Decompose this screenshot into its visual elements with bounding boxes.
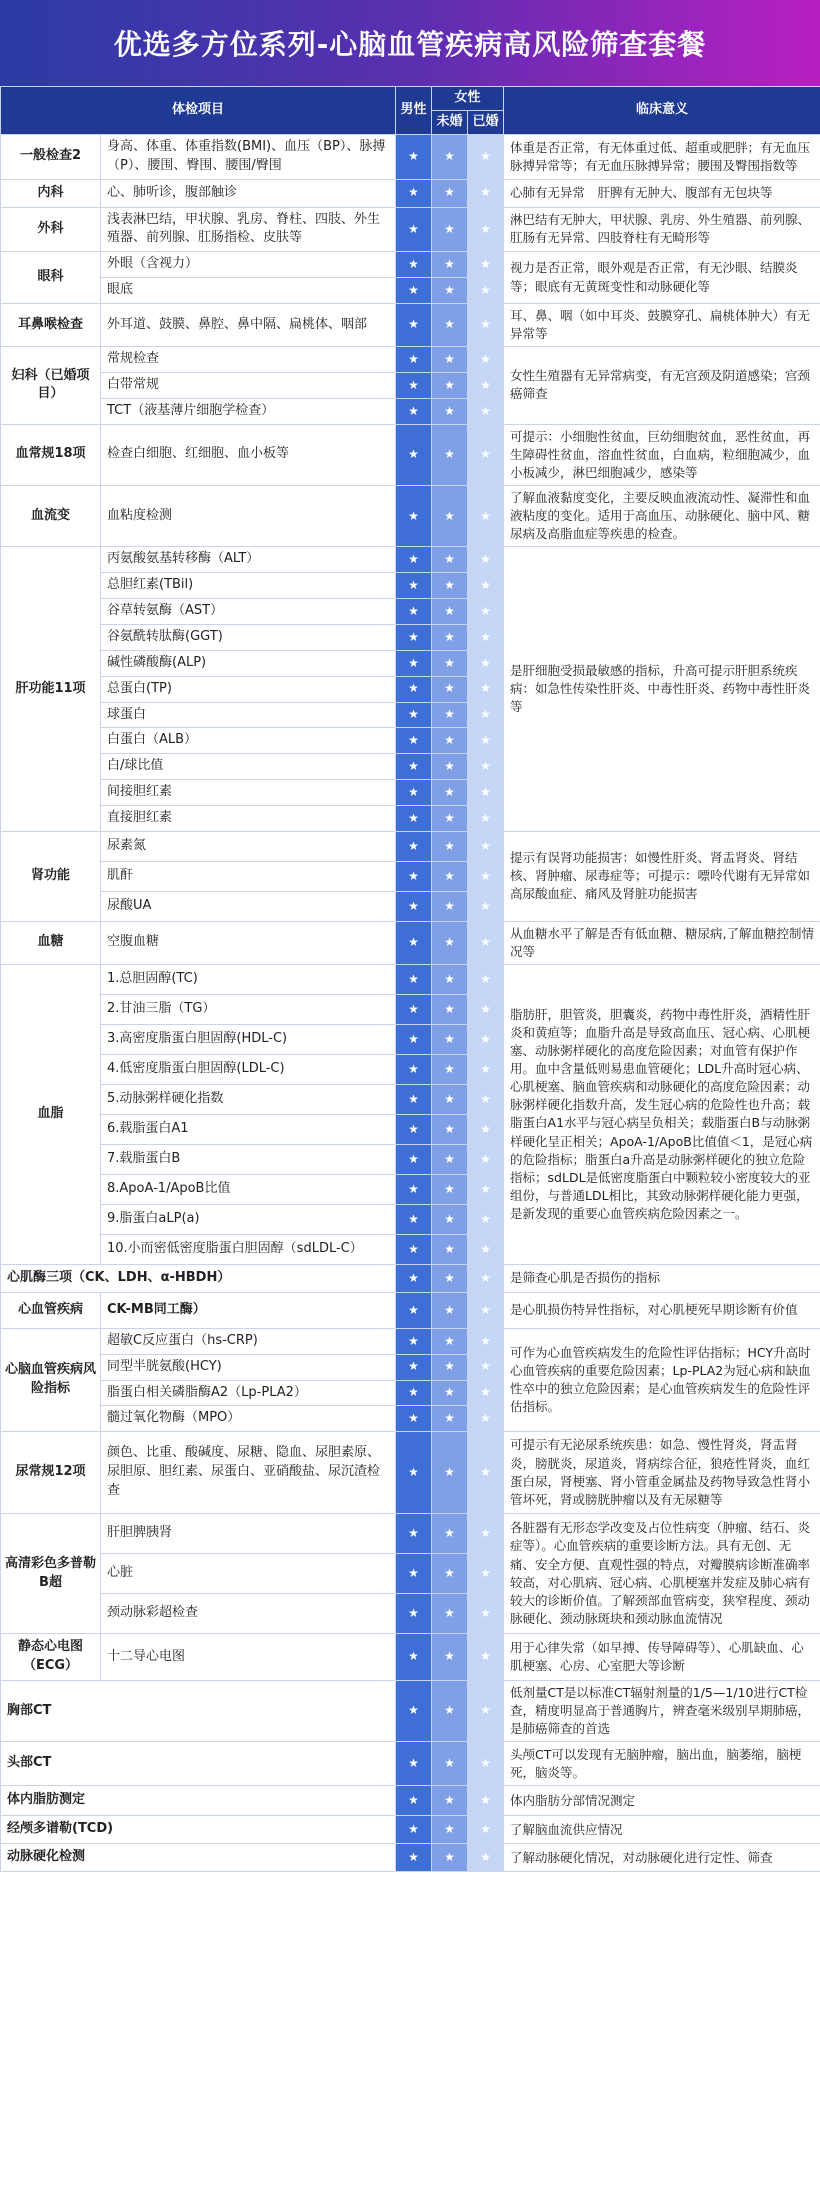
star-male: ★ — [396, 702, 432, 728]
star-unmarried: ★ — [432, 207, 468, 252]
item-cell: 血粘度检测 — [101, 486, 396, 547]
star-married: ★ — [468, 754, 504, 780]
category-cell: 头部CT — [1, 1742, 396, 1786]
table-row — [1, 303, 820, 346]
item-cell: 身高、体重、体重指数(BMI)、血压（BP）、脉搏（P）、腰围、臀围、腰围/臀围 — [101, 135, 396, 180]
category-cell: 心脑血管疾病风险指标 — [1, 1328, 101, 1431]
category-cell: 肾功能 — [1, 831, 101, 921]
meaning-cell: 了解脑血流供应情况 — [504, 1816, 820, 1844]
star-male: ★ — [396, 398, 432, 424]
star-married: ★ — [468, 805, 504, 831]
star-unmarried: ★ — [432, 424, 468, 485]
star-unmarried: ★ — [432, 486, 468, 547]
category-cell: 耳鼻喉检查 — [1, 303, 101, 346]
item-cell: 9.脂蛋白aLP(a) — [101, 1204, 396, 1234]
star-unmarried: ★ — [432, 964, 468, 994]
star-married: ★ — [468, 1844, 504, 1872]
meaning-cell: 是肝细胞受损最敏感的指标，升高可提示肝胆系统疾病：如急性传染性肝炎、中毒性肝炎、药物中毒性肝炎等 — [504, 547, 820, 831]
star-unmarried: ★ — [432, 861, 468, 891]
star-married: ★ — [468, 1084, 504, 1114]
star-unmarried: ★ — [432, 754, 468, 780]
item-cell: 心脏 — [101, 1554, 396, 1594]
table-row — [1, 135, 820, 180]
star-male: ★ — [396, 424, 432, 485]
table-row — [1, 831, 820, 861]
star-male: ★ — [396, 1816, 432, 1844]
item-cell: 尿酸UA — [101, 891, 396, 921]
star-unmarried: ★ — [432, 1264, 468, 1292]
item-cell: 间接胆红素 — [101, 780, 396, 806]
category-cell: 高清彩色多普勒B超 — [1, 1514, 101, 1634]
meaning-cell: 体内脂肪分部情况测定 — [504, 1786, 820, 1816]
star-unmarried: ★ — [432, 1594, 468, 1634]
star-married: ★ — [468, 1174, 504, 1204]
star-male: ★ — [396, 994, 432, 1024]
star-unmarried: ★ — [432, 1328, 468, 1354]
star-male: ★ — [396, 278, 432, 304]
item-cell: 白带常规 — [101, 373, 396, 399]
item-cell: 颈动脉彩超检查 — [101, 1594, 396, 1634]
category-cell: 尿常规12项 — [1, 1432, 101, 1514]
category-cell: 内科 — [1, 179, 101, 207]
star-married: ★ — [468, 373, 504, 399]
star-married: ★ — [468, 599, 504, 625]
star-married: ★ — [468, 252, 504, 278]
star-unmarried: ★ — [432, 347, 468, 373]
star-married: ★ — [468, 1292, 504, 1328]
star-male: ★ — [396, 1380, 432, 1406]
meaning-cell: 女性生殖器有无异常病变，有无宫颈及阴道感染；宫颈癌筛查 — [504, 347, 820, 425]
star-unmarried: ★ — [432, 780, 468, 806]
star-married: ★ — [468, 780, 504, 806]
star-unmarried: ★ — [432, 921, 468, 964]
category-cell: 血脂 — [1, 964, 101, 1264]
item-cell: 白蛋白（ALB） — [101, 728, 396, 754]
star-male: ★ — [396, 1432, 432, 1514]
star-male: ★ — [396, 1680, 432, 1741]
star-married: ★ — [468, 1816, 504, 1844]
star-married: ★ — [468, 1432, 504, 1514]
page-title: 优选多方位系列-心脑血管疾病高风险筛查套餐 — [113, 28, 707, 61]
item-cell: 检查白细胞、红细胞、血小板等 — [101, 424, 396, 485]
star-married: ★ — [468, 994, 504, 1024]
star-married: ★ — [468, 964, 504, 994]
star-married: ★ — [468, 547, 504, 573]
star-married: ★ — [468, 624, 504, 650]
star-male: ★ — [396, 1174, 432, 1204]
star-male: ★ — [396, 1594, 432, 1634]
star-married: ★ — [468, 1204, 504, 1234]
meaning-cell: 用于心律失常（如早搏、传导障碍等）、心肌缺血、心肌梗塞、心房、心室肥大等诊断 — [504, 1634, 820, 1681]
table-row — [1, 1264, 820, 1292]
meaning-cell: 可提示：小细胞性贫血，巨幼细胞贫血，恶性贫血，再生障碍性贫血，溶血性贫血，白血病，粒细胞减少，血小板减少，淋巴细胞减少，感染等 — [504, 424, 820, 485]
item-cell: 丙氨酸氨基转移酶（ALT） — [101, 547, 396, 573]
star-unmarried: ★ — [432, 599, 468, 625]
star-unmarried: ★ — [432, 1432, 468, 1514]
item-cell: 眼底 — [101, 278, 396, 304]
meaning-cell: 耳、鼻、咽（如中耳炎、鼓膜穿孔、扁桃体肿大）有无异常等 — [504, 303, 820, 346]
item-cell: 浅表淋巴结，甲状腺、乳房、脊柱、四肢、外生殖器、前列腺、肛肠指检、皮肤等 — [101, 207, 396, 252]
star-married: ★ — [468, 207, 504, 252]
star-male: ★ — [396, 1024, 432, 1054]
star-married: ★ — [468, 179, 504, 207]
star-married: ★ — [468, 1328, 504, 1354]
table-row — [1, 1786, 820, 1816]
star-unmarried: ★ — [432, 398, 468, 424]
star-married: ★ — [468, 1024, 504, 1054]
star-unmarried: ★ — [432, 1816, 468, 1844]
star-married: ★ — [468, 135, 504, 180]
star-unmarried: ★ — [432, 1292, 468, 1328]
star-male: ★ — [396, 599, 432, 625]
item-cell: 1.总胆固醇(TC) — [101, 964, 396, 994]
meaning-cell: 淋巴结有无肿大，甲状腺、乳房、外生殖器、前列腺、肛肠有无异常、四肢脊柱有无畸形等 — [504, 207, 820, 252]
star-male: ★ — [396, 650, 432, 676]
table-row — [1, 1742, 820, 1786]
star-male: ★ — [396, 1054, 432, 1084]
item-cell: 肌酐 — [101, 861, 396, 891]
star-married: ★ — [468, 398, 504, 424]
item-cell: 谷氨酰转肽酶(GGT) — [101, 624, 396, 650]
header-married: 已婚 — [468, 111, 504, 135]
star-male: ★ — [396, 964, 432, 994]
category-cell: 眼科 — [1, 252, 101, 304]
star-unmarried: ★ — [432, 1514, 468, 1554]
category-cell: 血流变 — [1, 486, 101, 547]
star-male: ★ — [396, 1264, 432, 1292]
star-unmarried: ★ — [432, 1786, 468, 1816]
checkup-table — [0, 86, 820, 1872]
star-male: ★ — [396, 1204, 432, 1234]
star-male: ★ — [396, 347, 432, 373]
item-cell: 心、肺听诊，腹部触诊 — [101, 179, 396, 207]
star-male: ★ — [396, 252, 432, 278]
star-male: ★ — [396, 303, 432, 346]
star-unmarried: ★ — [432, 1742, 468, 1786]
star-unmarried: ★ — [432, 1380, 468, 1406]
star-married: ★ — [468, 1742, 504, 1786]
star-unmarried: ★ — [432, 1174, 468, 1204]
star-male: ★ — [396, 486, 432, 547]
table-row — [1, 1432, 820, 1514]
star-unmarried: ★ — [432, 252, 468, 278]
star-unmarried: ★ — [432, 1084, 468, 1114]
meaning-cell: 各脏器有无形态学改变及占位性病变（肿瘤、结石、炎症等）。心血管疾病的重要诊断方法。具有无创、无痛、安全方便、直观性强的特点，对瓣膜病诊断准确率较高，对心肌病、冠心病、心肌梗塞并发症及肺心病有较大的诊断价值。了解颈部血管病变，狭窄程度、颈动脉硬化、颈动脉斑块和颈动脉血流情况 — [504, 1514, 820, 1634]
category-cell: 一般检查2 — [1, 135, 101, 180]
meaning-cell: 可作为心血管疾病发生的危险性评估指标；HCY升高时心血管疾病的重要危险因素；Lp-PLA2为冠心病和缺血性卒中的独立危险因素；是心血管疾病发生的危险性评估指标。 — [504, 1328, 820, 1431]
header-item: 体检项目 — [1, 87, 396, 135]
star-married: ★ — [468, 728, 504, 754]
meaning-cell: 了解血液黏度变化，主要反映血液流动性、凝滞性和血液粘度的变化。适用于高血压、动脉硬化、脑中风、糖尿病及高脂血症等疾患的检查。 — [504, 486, 820, 547]
item-cell: 碱性磷酸酶(ALP) — [101, 650, 396, 676]
item-cell: 脂蛋白相关磷脂酶A2（Lp-PLA2） — [101, 1380, 396, 1406]
star-married: ★ — [468, 1264, 504, 1292]
table-row — [1, 1634, 820, 1681]
star-male: ★ — [396, 728, 432, 754]
category-cell: 胸部CT — [1, 1680, 396, 1741]
table-row — [1, 424, 820, 485]
star-unmarried: ★ — [432, 831, 468, 861]
star-male: ★ — [396, 1234, 432, 1264]
star-unmarried: ★ — [432, 1144, 468, 1174]
star-male: ★ — [396, 573, 432, 599]
item-cell: 外眼（含视力） — [101, 252, 396, 278]
star-male: ★ — [396, 1144, 432, 1174]
star-male: ★ — [396, 921, 432, 964]
category-cell: 血常规18项 — [1, 424, 101, 485]
meaning-cell: 可提示有无泌尿系统疾患：如急、慢性肾炎，肾盂肾炎，膀胱炎，尿道炎，肾病综合征，狼疮性肾炎，血红蛋白尿，肾梗塞、肾小管重金属盐及药物导致急性肾小管坏死，肾或膀胱肿瘤以及有无尿糖等 — [504, 1432, 820, 1514]
category-cell: 血糖 — [1, 921, 101, 964]
table-row — [1, 921, 820, 964]
item-cell: 8.ApoA-1/ApoB比值 — [101, 1174, 396, 1204]
star-male: ★ — [396, 780, 432, 806]
item-cell: 髓过氧化物酶（MPO） — [101, 1406, 396, 1432]
header-male: 男性 — [396, 87, 432, 135]
category-cell: 动脉硬化检测 — [1, 1844, 396, 1872]
star-married: ★ — [468, 1114, 504, 1144]
table-row — [1, 1514, 820, 1554]
star-male: ★ — [396, 624, 432, 650]
star-male: ★ — [396, 1354, 432, 1380]
star-married: ★ — [468, 1406, 504, 1432]
star-male: ★ — [396, 1844, 432, 1872]
star-unmarried: ★ — [432, 1024, 468, 1054]
star-married: ★ — [468, 921, 504, 964]
star-unmarried: ★ — [432, 1406, 468, 1432]
item-cell: TCT（液基薄片细胞学检查） — [101, 398, 396, 424]
star-unmarried: ★ — [432, 676, 468, 702]
star-unmarried: ★ — [432, 728, 468, 754]
table-row — [1, 347, 820, 373]
star-male: ★ — [396, 135, 432, 180]
star-unmarried: ★ — [432, 547, 468, 573]
table-row — [1, 179, 820, 207]
star-married: ★ — [468, 1680, 504, 1741]
item-cell: 6.载脂蛋白A1 — [101, 1114, 396, 1144]
star-married: ★ — [468, 303, 504, 346]
table-row — [1, 1816, 820, 1844]
star-male: ★ — [396, 891, 432, 921]
star-male: ★ — [396, 1634, 432, 1681]
star-unmarried: ★ — [432, 1554, 468, 1594]
star-married: ★ — [468, 1234, 504, 1264]
item-cell: 超敏C反应蛋白（hs-CRP) — [101, 1328, 396, 1354]
item-cell: 尿素氮 — [101, 831, 396, 861]
item-cell: 同型半胱氨酸(HCY) — [101, 1354, 396, 1380]
star-male: ★ — [396, 1406, 432, 1432]
star-male: ★ — [396, 1328, 432, 1354]
star-married: ★ — [468, 1380, 504, 1406]
star-male: ★ — [396, 1514, 432, 1554]
category-cell: 经颅多谱勒(TCD) — [1, 1816, 396, 1844]
category-cell: 心血管疾病 — [1, 1292, 101, 1328]
table-row — [1, 252, 820, 278]
star-unmarried: ★ — [432, 179, 468, 207]
meaning-cell: 了解动脉硬化情况，对动脉硬化进行定性、筛查 — [504, 1844, 820, 1872]
star-male: ★ — [396, 547, 432, 573]
item-cell: 肝胆脾胰肾 — [101, 1514, 396, 1554]
star-unmarried: ★ — [432, 573, 468, 599]
star-married: ★ — [468, 831, 504, 861]
star-unmarried: ★ — [432, 1234, 468, 1264]
star-unmarried: ★ — [432, 1054, 468, 1084]
item-cell: 2.甘油三脂（TG） — [101, 994, 396, 1024]
item-cell: 球蛋白 — [101, 702, 396, 728]
star-unmarried: ★ — [432, 1634, 468, 1681]
star-married: ★ — [468, 861, 504, 891]
star-married: ★ — [468, 573, 504, 599]
star-married: ★ — [468, 1144, 504, 1174]
star-married: ★ — [468, 676, 504, 702]
table-row — [1, 486, 820, 547]
item-cell: 十二导心电图 — [101, 1634, 396, 1681]
item-cell: 直接胆红素 — [101, 805, 396, 831]
star-male: ★ — [396, 754, 432, 780]
star-married: ★ — [468, 486, 504, 547]
item-cell: 5.动脉粥样硬化指数 — [101, 1084, 396, 1114]
table-row — [1, 207, 820, 252]
star-male: ★ — [396, 1786, 432, 1816]
star-unmarried: ★ — [432, 1844, 468, 1872]
star-male: ★ — [396, 373, 432, 399]
star-male: ★ — [396, 1114, 432, 1144]
category-cell: 静态心电图（ECG） — [1, 1634, 101, 1681]
item-cell: 7.载脂蛋白B — [101, 1144, 396, 1174]
meaning-cell: 提示有误肾功能损害：如慢性肝炎、肾盂肾炎、肾结核、肾肿瘤、尿毒症等；可提示：嘌呤代谢有无异常如高尿酸血症、痛风及肾脏功能损害 — [504, 831, 820, 921]
star-married: ★ — [468, 1054, 504, 1084]
meaning-cell: 脂肪肝，胆管炎，胆囊炎，药物中毒性肝炎，酒精性肝炎和黄疸等；血脂升高是导致高血压、冠心病、心肌梗塞、动脉粥样硬化的高度危险因素；对血管有保护作用。血中含量低则易患血管硬化；LDL升高时冠心病、心肌梗塞、脑血管疾病和动脉硬化的高度危险因素；动脉粥样硬化指数升高，发生冠心病的危险性也升高；载脂蛋白A1水平与冠心病呈负相关；载脂蛋白B与动脉粥样硬化呈正相关；ApoA-1/ApoB比值值＜1，是冠心病的危险指标；脂蛋白a升高是动脉粥样硬化的独立危险指标；sdLDL是低密度脂蛋白中颗粒较小密度较大的亚组份，与普通LDL相比，其致动脉粥样硬化能力更强，是新发现的重要心血管疾病危险因素之一。 — [504, 964, 820, 1264]
star-married: ★ — [468, 1634, 504, 1681]
item-cell: 常规检查 — [101, 347, 396, 373]
meaning-cell: 是筛查心肌是否损伤的指标 — [504, 1264, 820, 1292]
item-cell: CK-MB同工酶） — [101, 1292, 396, 1328]
title-banner — [0, 0, 820, 86]
item-cell: 谷草转氨酶（AST） — [101, 599, 396, 625]
star-male: ★ — [396, 805, 432, 831]
table-row — [1, 547, 820, 573]
meaning-cell: 视力是否正常，眼外观是否正常，有无沙眼、结膜炎等；眼底有无黄斑变性和动脉硬化等 — [504, 252, 820, 304]
star-married: ★ — [468, 1554, 504, 1594]
meaning-cell: 心肺有无异常 肝脾有无肿大、腹部有无包块等 — [504, 179, 820, 207]
star-unmarried: ★ — [432, 624, 468, 650]
table-row — [1, 1328, 820, 1354]
star-male: ★ — [396, 861, 432, 891]
meaning-cell: 头颅CT可以发现有无脑肿瘤，脑出血，脑萎缩，脑梗死，脑炎等。 — [504, 1742, 820, 1786]
header-meaning: 临床意义 — [504, 87, 820, 135]
star-male: ★ — [396, 207, 432, 252]
item-cell: 总蛋白(TP) — [101, 676, 396, 702]
header-female: 女性 — [432, 87, 504, 111]
star-unmarried: ★ — [432, 1680, 468, 1741]
item-cell: 4.低密度脂蛋白胆固醇(LDL-C) — [101, 1054, 396, 1084]
star-unmarried: ★ — [432, 278, 468, 304]
item-cell: 白/球比值 — [101, 754, 396, 780]
meaning-cell: 低剂量CT是以标准CT辐射剂量的1/5—1/10进行CT检查，精度明显高于普通胸片，辨查毫米级别早期肺癌，是肺癌筛查的首选 — [504, 1680, 820, 1741]
star-unmarried: ★ — [432, 650, 468, 676]
category-cell: 心肌酶三项（CK、LDH、α-HBDH） — [1, 1264, 396, 1292]
category-cell: 肝功能11项 — [1, 547, 101, 831]
star-male: ★ — [396, 1292, 432, 1328]
star-married: ★ — [468, 650, 504, 676]
item-cell: 10.小而密低密度脂蛋白胆固醇（sdLDL-C） — [101, 1234, 396, 1264]
star-married: ★ — [468, 891, 504, 921]
star-male: ★ — [396, 831, 432, 861]
star-male: ★ — [396, 676, 432, 702]
item-cell: 总胆红素(TBil) — [101, 573, 396, 599]
meaning-cell: 从血糖水平了解是否有低血糖、糖尿病,了解血糖控制情况等 — [504, 921, 820, 964]
star-unmarried: ★ — [432, 1204, 468, 1234]
meaning-cell: 是心肌损伤特异性指标，对心肌梗死早期诊断有价值 — [504, 1292, 820, 1328]
header-unmarried: 未婚 — [432, 111, 468, 135]
star-male: ★ — [396, 179, 432, 207]
item-cell: 3.高密度脂蛋白胆固醇(HDL-C) — [101, 1024, 396, 1054]
table-row — [1, 1680, 820, 1741]
star-unmarried: ★ — [432, 805, 468, 831]
star-married: ★ — [468, 347, 504, 373]
star-male: ★ — [396, 1554, 432, 1594]
category-cell: 体内脂肪测定 — [1, 1786, 396, 1816]
star-unmarried: ★ — [432, 1354, 468, 1380]
star-unmarried: ★ — [432, 373, 468, 399]
star-unmarried: ★ — [432, 702, 468, 728]
star-unmarried: ★ — [432, 135, 468, 180]
star-unmarried: ★ — [432, 1114, 468, 1144]
table-row — [1, 1844, 820, 1872]
item-cell: 外耳道、鼓膜、鼻腔、鼻中隔、扁桃体、咽部 — [101, 303, 396, 346]
table-row — [1, 1292, 820, 1328]
star-unmarried: ★ — [432, 994, 468, 1024]
meaning-cell: 体重是否正常，有无体重过低、超重或肥胖；有无血压脉搏异常等；有无血压脉搏异常；腰围及臀围指数等 — [504, 135, 820, 180]
category-cell: 外科 — [1, 207, 101, 252]
category-cell: 妇科（已婚项目） — [1, 347, 101, 425]
star-unmarried: ★ — [432, 303, 468, 346]
table-row — [1, 964, 820, 994]
star-male: ★ — [396, 1742, 432, 1786]
star-married: ★ — [468, 1354, 504, 1380]
star-married: ★ — [468, 1514, 504, 1554]
star-unmarried: ★ — [432, 891, 468, 921]
star-married: ★ — [468, 278, 504, 304]
star-married: ★ — [468, 424, 504, 485]
star-married: ★ — [468, 702, 504, 728]
item-cell: 颜色、比重、酸碱度、尿糖、隐血、尿胆素原、尿胆原、胆红素、尿蛋白、亚硝酸盐、尿沉渣检查 — [101, 1432, 396, 1514]
star-male: ★ — [396, 1084, 432, 1114]
star-married: ★ — [468, 1786, 504, 1816]
star-married: ★ — [468, 1594, 504, 1634]
item-cell: 空腹血糖 — [101, 921, 396, 964]
